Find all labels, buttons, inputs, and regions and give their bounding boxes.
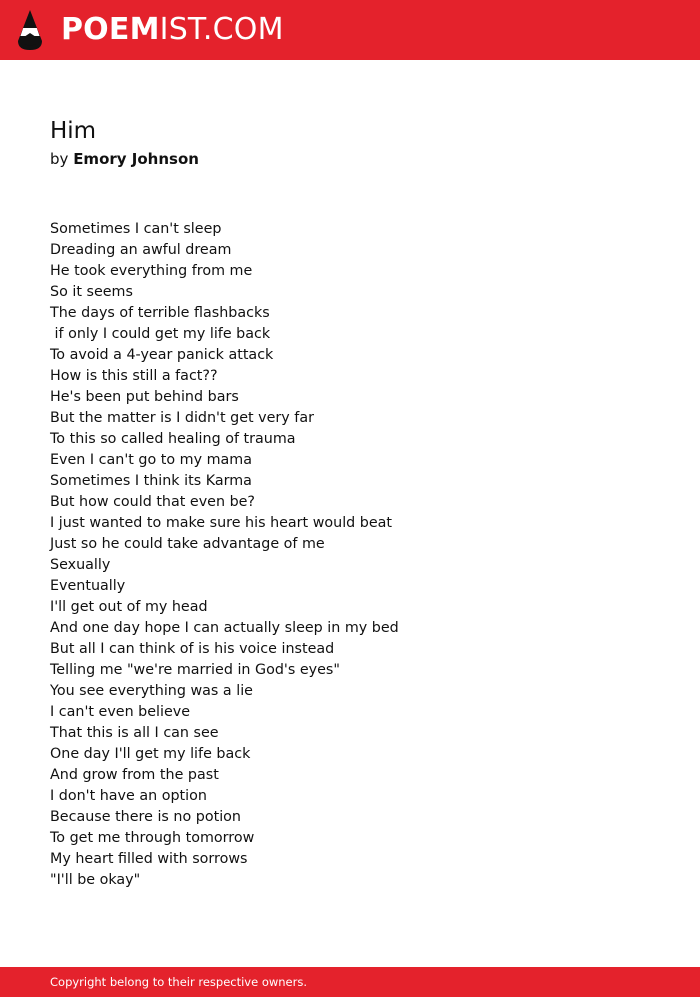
poem-line: "I'll be okay"	[50, 872, 141, 888]
copyright-notice: Copyright belong to their respective owners.	[50, 975, 308, 989]
poem-body	[50, 219, 399, 891]
poem-line: But all I can think of is his voice instead	[50, 641, 335, 657]
poem-line: The days of terrible flashbacks	[50, 305, 270, 321]
poem-line: I'll get out of my head	[50, 599, 208, 615]
poem-line: You see everything was a lie	[50, 683, 253, 699]
poem-line: Just so he could take advantage of me	[50, 536, 325, 552]
pencil-tip-icon	[17, 9, 43, 51]
poem-line: I just wanted to make sure his heart would beat	[50, 515, 393, 531]
poem-line: Sometimes I can't sleep	[50, 221, 222, 237]
brand-light: IST.COM	[159, 12, 284, 47]
site-footer	[0, 967, 700, 997]
poem-line: One day I'll get my life back	[50, 746, 251, 762]
poem-line: if only I could get my life back	[50, 326, 271, 342]
poem-title: Him	[50, 118, 97, 144]
poem-line: And one day hope I can actually sleep in my bed	[50, 620, 399, 636]
poem-line: I can't even believe	[50, 704, 191, 720]
poem-line: So it seems	[50, 284, 133, 300]
poem-line: My heart filled with sorrows	[50, 851, 248, 867]
poem-line: Eventually	[50, 578, 126, 594]
poem-line: To get me through tomorrow	[50, 830, 255, 846]
poem-line: Even I can't go to my mama	[50, 452, 252, 468]
poem-line: To this so called healing of trauma	[50, 431, 296, 447]
byline	[50, 149, 199, 169]
poem-line: I don't have an option	[50, 788, 207, 804]
poem-line: And grow from the past	[50, 767, 219, 783]
poem-line: How is this still a fact??	[50, 368, 218, 384]
brand-logo[interactable]	[61, 12, 284, 48]
poem-line: But the matter is I didn't get very far	[50, 410, 314, 426]
poem-line: Sexually	[50, 557, 111, 573]
poem-line: Sometimes I think its Karma	[50, 473, 252, 489]
by-label: by	[50, 150, 69, 168]
poem-line: Because there is no potion	[50, 809, 241, 825]
poem-line: Dreading an awful dream	[50, 242, 232, 258]
author-name: Emory Johnson	[73, 150, 199, 168]
poem-line: He's been put behind bars	[50, 389, 239, 405]
poem-line: He took everything from me	[50, 263, 253, 279]
poem-line: Telling me "we're married in God's eyes"	[50, 662, 340, 678]
poem-line: To avoid a 4-year panick attack	[50, 347, 274, 363]
poem-line: That this is all I can see	[50, 725, 219, 741]
site-header	[0, 0, 700, 60]
brand-bold: POEM	[61, 12, 160, 47]
poem-line: But how could that even be?	[50, 494, 256, 510]
